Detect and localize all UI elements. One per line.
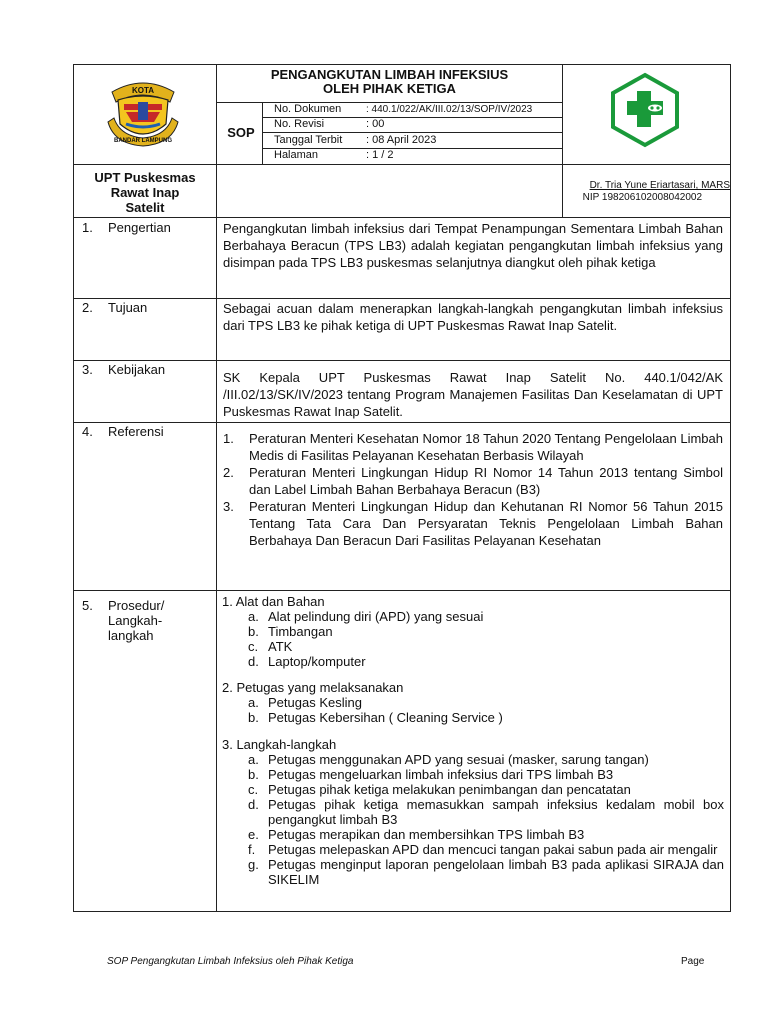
list-item-text: Peraturan Menteri Lingkungan Hidup dan Kehutanan RI Nomor 56 Tahun 2015 Tentang Tata Cara Dan Persyaratan Teknis Pengelolaan Limbah Bahan Berbahaya Dan Beracun Dari Fasilitas Pelayanan Kesehatan	[249, 499, 723, 548]
list-item	[222, 695, 724, 710]
list-item-text: Petugas menginput laporan pengelolaan limbah B3 pada aplikasi SIRAJA dan SIKELIM	[268, 857, 724, 887]
section-label-tujuan: Tujuan	[108, 300, 148, 315]
list-item-letter: a.	[248, 695, 259, 710]
list-item	[222, 767, 724, 782]
meta-row-no-dokumen	[263, 102, 561, 118]
puskesmas-logo-icon	[607, 72, 683, 153]
petugas-block	[222, 680, 724, 725]
alat-dan-bahan-block	[222, 594, 724, 669]
list-item-text: Petugas Kebersihan ( Cleaning Service )	[268, 710, 503, 725]
list-item	[222, 782, 724, 797]
list-item-letter: a.	[248, 752, 259, 767]
list-item	[223, 430, 723, 464]
list-item-letter: a.	[248, 609, 259, 624]
prosedur-label-line-2: Langkah-	[108, 613, 163, 628]
list-item	[222, 842, 724, 857]
section-number: 1.	[82, 220, 93, 235]
list-item-text: Timbangan	[268, 624, 333, 639]
section-line	[73, 298, 731, 299]
list-item-text: Laptop/komputer	[268, 654, 366, 669]
list-item-text: Petugas merapikan dan membersihkan TPS limbah B3	[268, 827, 585, 842]
list-item-letter: b.	[248, 710, 259, 725]
meta-value: : 440.1/022/AK/III.02/13/SOP/IV/2023	[366, 104, 533, 115]
list-item-letter: f.	[248, 842, 256, 857]
meta-row-no-revisi	[263, 117, 561, 133]
alat-dan-bahan-heading: 1. Alat dan Bahan	[222, 594, 325, 609]
unit-name-line-2: Rawat Inap	[110, 185, 180, 200]
list-item-letter: b.	[248, 624, 259, 639]
meta-value: : 00	[366, 118, 385, 130]
langkah-heading: 3. Langkah-langkah	[222, 737, 337, 752]
meta-key: Halaman	[274, 149, 319, 161]
kota-bandar-lampung-emblem-icon	[104, 72, 182, 153]
list-item	[222, 609, 724, 624]
footer-document-name: SOP Pengangkutan Limbah Infeksius oleh Pihak Ketiga	[107, 956, 354, 967]
title-line-2: OLEH PIHAK KETIGA	[323, 81, 456, 96]
signer-nip: NIP 198206102008042002	[582, 192, 702, 203]
list-item-text: Petugas pihak ketiga melakukan penimbangan dan pencatatan	[268, 782, 631, 797]
list-item	[222, 654, 724, 669]
header-row-line	[73, 164, 731, 165]
list-item-letter: c.	[248, 782, 259, 797]
list-item	[222, 639, 724, 654]
meta-row-tanggal-terbit	[263, 133, 561, 149]
prosedur-label-line-3: langkah	[108, 628, 154, 643]
section-label-referensi: Referensi	[108, 424, 164, 439]
section-number: 2.	[82, 300, 93, 315]
list-item-number: 2.	[223, 465, 234, 480]
prosedur-label-line-1: Prosedur/	[108, 598, 165, 613]
list-item-text: Alat pelindung diri (APD) yang sesuai	[268, 609, 484, 624]
list-item	[222, 710, 724, 725]
meta-key: No. Revisi	[274, 118, 325, 130]
list-item-text: Petugas pihak ketiga memasukkan sampah infeksius kedalam mobil box pengangkut limbah B3	[268, 797, 724, 827]
list-item	[223, 464, 723, 498]
list-item-text: Peraturan Menteri Kesehatan Nomor 18 Tahun 2020 Tentang Pengelolaan Limbah Medis di Fasilitas Pelayanan Kesehatan Berbasis Wilayah	[249, 431, 723, 463]
list-item-text: Petugas mengeluarkan limbah infeksius dari TPS limbah B3	[268, 767, 614, 782]
list-item-text: Petugas menggunakan APD yang sesuai (masker, sarung tangan)	[268, 752, 649, 767]
langkah-block	[222, 737, 724, 887]
sop-label: SOP	[227, 125, 255, 140]
list-item-text: Petugas melepaskan APD dan mencuci tangan pakai sabun pada air mengalir	[268, 842, 718, 857]
footer-page-label: Page	[681, 956, 705, 967]
petugas-heading: 2. Petugas yang melaksanakan	[222, 680, 404, 695]
list-item	[222, 624, 724, 639]
emblem-top-text: KOTA	[131, 86, 155, 95]
list-item-text: Petugas Kesling	[268, 695, 362, 710]
document-title	[217, 68, 562, 96]
title-line-1: PENGANGKUTAN LIMBAH INFEKSIUS	[270, 67, 509, 82]
section-number: 5.	[82, 598, 93, 613]
list-item	[222, 857, 724, 887]
section-number: 3.	[82, 362, 93, 377]
meta-row-halaman	[263, 148, 561, 164]
meta-key: Tanggal Terbit	[274, 134, 343, 146]
meta-value: : 1 / 2	[366, 149, 394, 161]
meta-value: : 08 April 2023	[366, 134, 437, 146]
emblem-bottom-text: BANDAR LAMPUNG	[114, 138, 172, 144]
list-item	[222, 752, 724, 767]
signer-block	[563, 180, 730, 204]
section-line	[73, 422, 731, 423]
list-item-letter: d.	[248, 654, 259, 669]
tujuan-text: Sebagai acuan dalam menerapkan langkah-langkah pengangkutan limbah infeksius dari TPS LB3 ke pihak ketiga di UPT Puskesmas Rawat Inap Satelit.	[223, 301, 723, 333]
section-line	[73, 590, 731, 591]
list-item-number: 1.	[223, 431, 234, 446]
list-item-letter: d.	[248, 797, 259, 812]
list-item-text: ATK	[268, 639, 293, 654]
unit-name-line-1: UPT Puskesmas	[94, 170, 196, 185]
list-item-letter: b.	[248, 767, 259, 782]
list-item-text: Peraturan Menteri Lingkungan Hidup RI Nomor 14 Tahun 2013 tentang Simbol dan Label Limbah Bahan Berbahaya Beracun (B3)	[249, 465, 723, 497]
unit-name-line-3: Satelit	[125, 200, 165, 215]
section-line	[73, 217, 731, 218]
list-item-letter: c.	[248, 639, 259, 654]
referensi-list	[223, 430, 723, 549]
section-label-kebijakan: Kebijakan	[108, 362, 166, 377]
section-number: 4.	[82, 424, 93, 439]
unit-name	[74, 170, 216, 215]
list-item	[222, 797, 724, 827]
pengertian-text: Pengangkutan limbah infeksius dari Tempat Penampungan Sementara Limbah Bahan Berbahaya Beracun (TPS LB3) adalah kegiatan pengangkutan limbah infeksius yang disimpan pada TPS LB3 puskesmas selanjutnya diangkut oleh pihak ketiga	[223, 221, 723, 270]
meta-key: No. Dokumen	[274, 103, 342, 115]
list-item-letter: e.	[248, 827, 259, 842]
section-line	[73, 360, 731, 361]
list-item	[223, 498, 723, 549]
kebijakan-text: SK Kepala UPT Puskesmas Rawat Inap Satelit No. 440.1/042/AK /III.02/13/SK/IV/2023 tentang Program Manajemen Fasilitas Dan Keselamatan di UPT Puskesmas Rawat Inap Satelit.	[223, 370, 723, 419]
signer-name: Dr. Tria Yune Eriartasari, MARS	[589, 180, 730, 191]
section-label-pengertian: Pengertian	[108, 220, 171, 235]
list-item	[222, 827, 724, 842]
section-label-prosedur	[108, 598, 208, 643]
column-divider	[216, 64, 217, 912]
list-item-number: 3.	[223, 499, 234, 514]
list-item-letter: g.	[248, 857, 259, 872]
